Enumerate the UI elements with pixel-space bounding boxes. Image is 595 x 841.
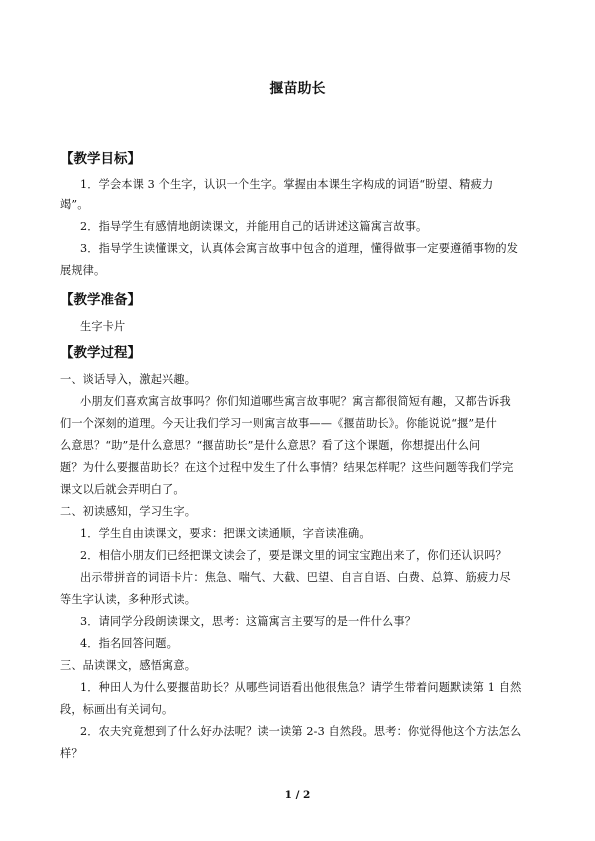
paragraph-line: 2．相信小朋友们已经把课文读会了，要是课文里的词宝宝跑出来了，你们还认识吗？ <box>80 549 507 562</box>
objective-line: 2．指导学生有感情地朗读课文，并能用自己的话讲述这篇寓言故事。 <box>80 220 428 233</box>
objective-line: 3．指导学生读懂课文，认真体会寓言故事中包含的道理，懂得做事一定要遵循事物的发 <box>80 242 519 255</box>
objective-line: 展规律。 <box>60 264 106 277</box>
paragraph-line: 4．指名回答问题。 <box>80 637 178 650</box>
paragraph-line: 2．农夫究竟想到了什么好办法呢？读一读第 2-3 自然段。思考：你觉得他这个方法怎么 <box>80 725 522 738</box>
heading-preparation: 【教学准备】 <box>60 292 141 308</box>
paragraph-line: 等生字认读，多种形式读。 <box>60 593 197 606</box>
paragraph-line: 样？ <box>60 747 83 760</box>
paragraph-line: 课文以后就会弄明白了。 <box>60 483 185 496</box>
paragraph-line: 3．请同学分段朗读课文，思考：这篇寓言主要写的是一件什么事？ <box>80 615 417 628</box>
paragraph-line: 题？为什么要揠苗助长？在这个过程中发生了什么事情？结果怎样呢？这些问题等我们学完 <box>60 461 514 474</box>
paragraph-line: 们一个深刻的道理。今天让我们学习一则寓言故事——《揠苗助长》。你能说说“揠”是什 <box>60 417 497 430</box>
preparation-text: 生字卡片 <box>80 320 126 333</box>
page-number: 1 / 2 <box>284 789 311 801</box>
paragraph-line: 小朋友们喜欢寓言故事吗？你们知道哪些寓言故事呢？寓言都很简短有趣，又都告诉我 <box>80 395 511 408</box>
document-title: 揠苗助长 <box>269 81 326 97</box>
objective-line: 竭”。 <box>60 198 89 211</box>
section-heading: 二、初读感知，学习生字。 <box>60 505 197 518</box>
heading-process: 【教学过程】 <box>60 345 141 361</box>
heading-objectives: 【教学目标】 <box>60 151 141 167</box>
paragraph-line: 段，标画出有关词句。 <box>60 703 174 716</box>
section-heading: 一、谈话导入，激起兴趣。 <box>60 373 197 386</box>
paragraph-line: 1．学生自由读课文，要求：把课文读通顺，字音读准确。 <box>80 527 371 540</box>
objective-line: 1．学会本课 3 个生字，认识一个生字。掌握由本课生字构成的词语“盼望、精疲力 <box>80 178 494 191</box>
paragraph-line: 么意思？“助”是什么意思？“揠苗助长”是什么意思？看了这个课题，你想提出什么问 <box>60 439 481 452</box>
paragraph-line: 出示带拼音的词语卡片：焦急、喘气、大截、巴望、自言自语、白费、总算、筋疲力尽 <box>80 571 511 584</box>
paragraph-line: 1．种田人为什么要揠苗助长？从哪些词语看出他很焦急？请学生带着问题默读第 1 自然 <box>80 681 522 694</box>
section-heading: 三、品读课文，感悟寓意。 <box>60 659 197 672</box>
